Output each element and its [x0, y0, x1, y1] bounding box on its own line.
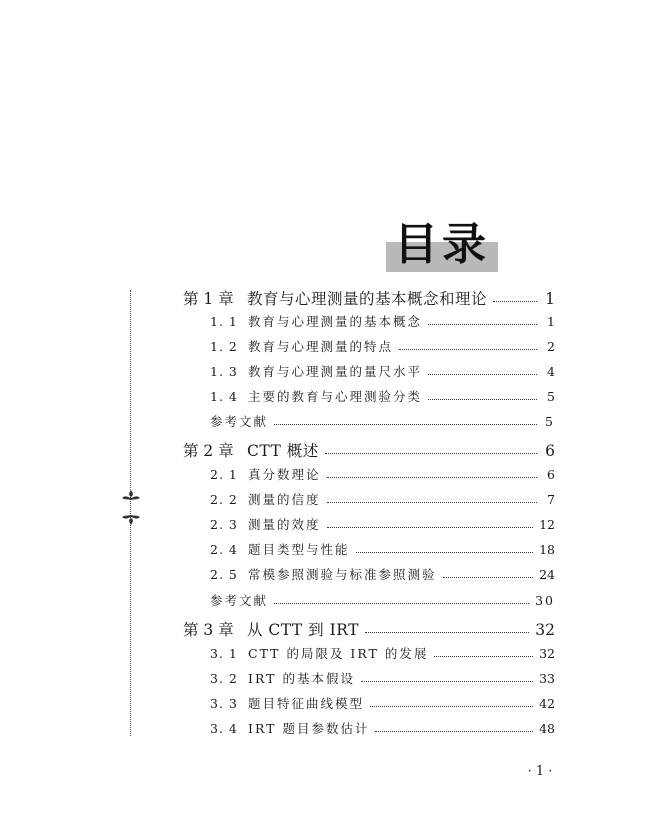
toc-references-entry[interactable] — [210, 412, 555, 430]
toc-entry-title: IRT 的基本假设 — [248, 671, 355, 686]
toc-dot-leader — [327, 502, 537, 503]
toc-page-number: 24 — [539, 567, 555, 582]
page-title: 目录 — [394, 219, 490, 270]
toc-section-entry[interactable] — [210, 387, 555, 405]
toc-page-number: 7 — [547, 492, 555, 507]
toc-entry-number: 2. 2 — [210, 492, 238, 507]
toc-section-entry[interactable] — [210, 337, 555, 355]
toc-dot-leader — [428, 374, 537, 375]
toc-entry-number: 1. 1 — [210, 314, 238, 329]
toc-page-number: 30 — [535, 593, 555, 608]
toc-entry-number: 1. 2 — [210, 339, 238, 354]
toc-dot-leader — [356, 552, 534, 553]
toc-dot-leader — [434, 656, 533, 657]
toc-page-number: 48 — [539, 721, 555, 736]
toc-dot-leader — [428, 324, 537, 325]
toc-section-entry[interactable] — [210, 669, 555, 687]
toc-entry-title: 题目类型与性能 — [248, 542, 350, 557]
toc-entry-number: 2. 4 — [210, 542, 238, 557]
toc-section-entry[interactable] — [210, 719, 555, 737]
toc-entry-title: 从 CTT 到 IRT — [247, 621, 359, 639]
toc-chapter-entry[interactable] — [183, 439, 555, 461]
toc-section-entry[interactable] — [210, 515, 555, 533]
toc-entry-title: 题目特征曲线模型 — [248, 696, 365, 711]
toc-entry-title: 教育与心理测量的量尺水平 — [248, 364, 423, 379]
ornament-top-icon — [120, 489, 142, 503]
toc-entry-number: 1. 4 — [210, 389, 238, 404]
toc-entry-number: 3. 4 — [210, 721, 238, 736]
toc-section-entry[interactable] — [210, 490, 555, 508]
toc-entry-title: 真分数理论 — [248, 467, 321, 482]
toc-entry-number: 第 1 章 — [183, 290, 234, 308]
toc-entry-title: 教育与心理测量的基本概念和理论 — [247, 290, 488, 308]
toc-page-number: 4 — [547, 364, 555, 379]
toc-entry-number: 第 2 章 — [183, 442, 234, 460]
toc-entry-number: 第 3 章 — [183, 621, 234, 639]
toc-section-entry[interactable] — [210, 540, 555, 558]
page-number: · 1 · — [527, 764, 553, 779]
toc-entry-number: 3. 3 — [210, 696, 238, 711]
toc-entry-title: IRT 题目参数估计 — [248, 721, 370, 736]
toc-entry-title: 参考文献 — [210, 414, 269, 429]
toc-page-number: 33 — [539, 671, 555, 686]
toc-page-number: 18 — [539, 542, 555, 557]
toc-entry-number: 3. 2 — [210, 671, 238, 686]
toc-dot-leader — [274, 603, 529, 604]
toc-page-number: 32 — [539, 646, 555, 661]
toc-page-number: 6 — [545, 442, 555, 460]
toc-chapter-entry[interactable] — [183, 287, 555, 309]
toc-page-number: 12 — [539, 517, 555, 532]
toc-dot-leader — [325, 453, 537, 454]
toc-dot-leader — [274, 424, 537, 425]
toc-section-entry[interactable] — [210, 644, 555, 662]
toc-entry-number: 3. 1 — [210, 646, 238, 661]
toc-section-entry[interactable] — [210, 362, 555, 380]
toc-dot-leader — [361, 681, 533, 682]
toc-section-entry[interactable] — [210, 694, 555, 712]
toc-entry-title: 常模参照测验与标准参照测验 — [248, 567, 437, 582]
toc-page-number: 1 — [545, 290, 555, 308]
toc-dot-leader — [327, 527, 534, 528]
toc-page-number: 6 — [547, 467, 555, 482]
toc-entry-title: 教育与心理测量的特点 — [248, 339, 394, 354]
toc-dot-leader — [399, 349, 537, 350]
toc-dot-leader — [428, 399, 537, 400]
toc-page-number: 5 — [547, 389, 555, 404]
toc-entry-title: 参考文献 — [210, 593, 269, 608]
toc-page-number: 5 — [545, 414, 555, 429]
toc-page-number: 32 — [535, 621, 555, 639]
toc-chapter-entry[interactable] — [183, 618, 555, 640]
toc-entry-number: 2. 5 — [210, 567, 238, 582]
toc-entry-title: 教育与心理测量的基本概念 — [248, 314, 423, 329]
toc-entry-title: 主要的教育与心理测验分类 — [248, 389, 423, 404]
toc-section-entry[interactable] — [210, 465, 555, 483]
toc-entry-number: 2. 3 — [210, 517, 238, 532]
toc-page-number: 1 — [547, 314, 555, 329]
toc-dot-leader — [443, 577, 534, 578]
toc-references-entry[interactable] — [210, 591, 555, 609]
toc-dot-leader — [327, 477, 537, 478]
toc-entry-title: CTT 的局限及 IRT 的发展 — [248, 646, 429, 661]
toc-entry-number: 1. 3 — [210, 364, 238, 379]
toc-dot-leader — [375, 731, 533, 732]
toc-section-entry[interactable] — [210, 565, 555, 583]
toc-entry-title: CTT 概述 — [247, 442, 319, 460]
toc-page-number: 42 — [539, 696, 555, 711]
toc-dot-leader — [370, 706, 533, 707]
toc-entry-number: 2. 1 — [210, 467, 238, 482]
toc-page-number: 2 — [547, 339, 555, 354]
toc-dot-leader — [365, 632, 529, 633]
toc-dot-leader — [493, 301, 537, 302]
toc-entry-title: 测量的效度 — [248, 517, 321, 532]
toc-entry-title: 测量的信度 — [248, 492, 321, 507]
ornament-bottom-icon — [120, 512, 142, 526]
toc-section-entry[interactable] — [210, 312, 555, 330]
